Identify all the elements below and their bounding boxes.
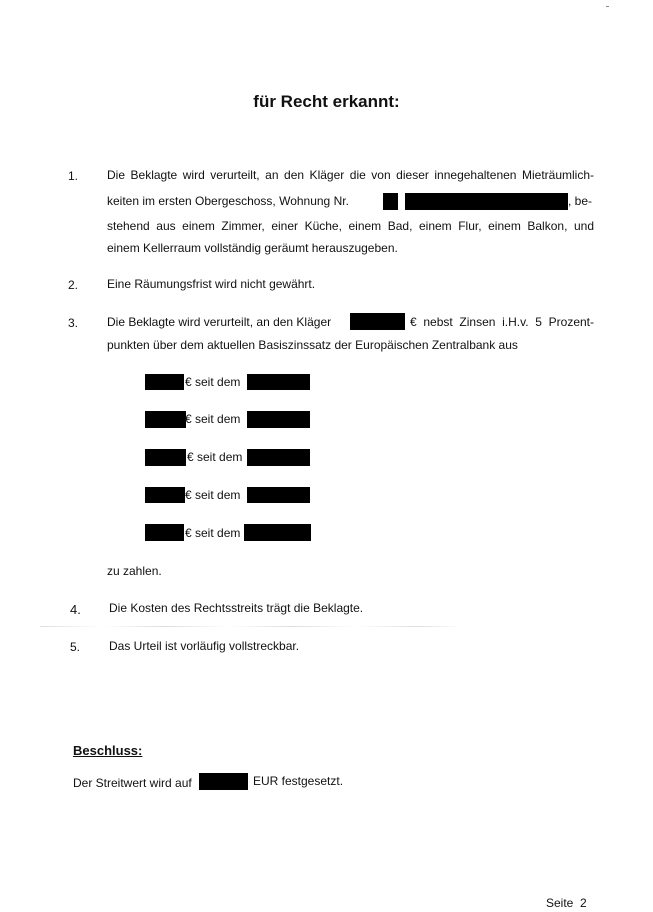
- redaction-box: [247, 411, 310, 428]
- beschluss-heading: Beschluss:: [73, 743, 143, 758]
- page-title: für Recht erkannt:: [253, 92, 400, 111]
- item-3-line-2: punkten über dem aktuellen Basiszinssatz der Europäischen Zentralbank aus: [107, 338, 518, 352]
- redaction-box: [145, 411, 186, 428]
- redaction-box: [247, 487, 310, 503]
- redaction-box: [145, 374, 184, 390]
- redaction-box: [199, 773, 248, 790]
- item-2-text: Eine Räumungsfrist wird nicht gewährt.: [107, 277, 316, 291]
- scan-artifact: [40, 626, 460, 627]
- item-1-line-4: einem Kellerraum vollständig geräumt herauszugeben.: [107, 241, 398, 255]
- interest-line-label: € seit dem: [185, 526, 241, 540]
- item-1-line-1: Die Beklagte wird verurteilt, an den Kläger die von dieser innegehaltenen Mieträumlich-: [107, 168, 594, 182]
- item-3-closing: zu zahlen.: [107, 564, 162, 578]
- item-number-1: 1.: [68, 169, 79, 183]
- item-3-line-1a: Die Beklagte wird verurteilt, an den Kläger: [107, 315, 332, 329]
- interest-line-label: € seit dem: [185, 375, 241, 389]
- scan-artifact: [606, 6, 609, 7]
- redaction-box: [247, 374, 310, 390]
- redaction-box: [145, 487, 185, 503]
- item-4-text: Die Kosten des Rechtsstreits trägt die Beklagte.: [109, 601, 364, 615]
- page-number: Seite 2: [546, 896, 587, 910]
- interest-line-label: € seit dem: [187, 450, 243, 464]
- interest-line-label: € seit dem: [185, 412, 241, 426]
- redaction-box: [350, 313, 405, 330]
- item-3-line-1b: € nebst Zinsen i.H.v. 5 Prozent-: [410, 315, 594, 329]
- beschluss-text-before: Der Streitwert wird auf: [73, 776, 192, 790]
- item-5-text: Das Urteil ist vorläufig vollstreckbar.: [109, 639, 300, 653]
- redaction-box: [244, 524, 311, 541]
- item-number-5: 5.: [70, 640, 81, 654]
- beschluss-text-after: EUR festgesetzt.: [253, 774, 344, 788]
- redaction-box: [247, 449, 310, 466]
- item-1-line-3: stehend aus einem Zimmer, einer Küche, einem Bad, einem Flur, einem Balkon, und: [107, 219, 594, 233]
- redaction-box: [383, 193, 398, 210]
- item-number-2: 2.: [68, 278, 79, 292]
- item-1-line-2: keiten im ersten Obergeschoss, Wohnung Nr.: [107, 194, 349, 208]
- item-1-line-2-end: , be-: [568, 194, 593, 208]
- item-number-4: 4.: [70, 602, 81, 617]
- redaction-box: [405, 193, 568, 210]
- redaction-box: [145, 524, 184, 541]
- interest-line-label: € seit dem: [185, 488, 241, 502]
- item-number-3: 3.: [68, 316, 79, 330]
- redaction-box: [145, 449, 186, 466]
